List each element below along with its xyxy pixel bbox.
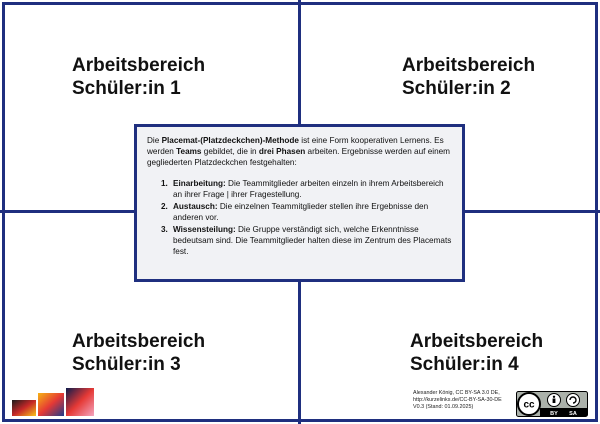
phase-item bbox=[161, 224, 452, 257]
intro-part: arbeiten. Ergebnisse werden auf einem gegliederten Platzdeckchen festgehalten: bbox=[147, 147, 450, 167]
cc-mark: cc bbox=[523, 399, 535, 411]
work-area-student: Schüler:in 2 bbox=[402, 78, 511, 99]
phase-number: 3. bbox=[161, 225, 168, 234]
phase-text: Die einzelnen Teammitglieder stellen ihre Ergebnisse den anderen vor. bbox=[173, 202, 429, 222]
method-description-box bbox=[134, 124, 465, 282]
credit-link[interactable]: http://kurzelinks.de/CC-BY-SA-30-DE bbox=[413, 397, 502, 403]
work-area-student: Schüler:in 4 bbox=[410, 354, 519, 375]
intro-bold-method: Placemat-(Platzdeckchen)-Methode bbox=[161, 136, 299, 145]
intro-bold-phases: drei Phasen bbox=[258, 147, 306, 156]
phase-text: Die Teammitglieder arbeiten einzeln in ihrem Arbeitsbereich an ihrer Frage | ihrer Fragestellung. bbox=[173, 179, 444, 199]
license-sa: SA bbox=[569, 411, 577, 417]
phase-text: Die Gruppe verständigt sich, welche Erkenntnisse bedeutsam sind. Die Teammitglieder halten diese im Zentrum des Placemats fest. bbox=[173, 225, 452, 256]
phase-title: Wissensteilung: bbox=[173, 225, 236, 234]
work-area-label: Arbeitsbereich bbox=[410, 331, 544, 352]
colorful-logo-icon bbox=[12, 388, 104, 416]
work-area-student-2 bbox=[402, 54, 535, 100]
work-area-label: Arbeitsbereich bbox=[72, 55, 206, 76]
work-area-student-3 bbox=[72, 330, 205, 376]
work-area-student-1 bbox=[72, 54, 205, 100]
phase-item bbox=[161, 178, 452, 200]
intro-part: ist eine Form kooperativen Lernens. Es werden bbox=[147, 136, 444, 156]
credit-version: V0.3 (Stand: 01.09.2025) bbox=[413, 404, 474, 410]
work-area-student: Schüler:in 3 bbox=[72, 354, 181, 375]
phase-item bbox=[161, 201, 452, 223]
phase-number: 1. bbox=[161, 179, 168, 188]
intro-bold-teams: Teams bbox=[176, 147, 202, 156]
cc-by-sa-license-icon bbox=[516, 391, 588, 417]
phase-number: 2. bbox=[161, 202, 168, 211]
work-area-student-4 bbox=[410, 330, 543, 376]
phase-list bbox=[147, 178, 452, 257]
intro-part: gebildet, die in bbox=[201, 147, 259, 156]
phase-title: Einarbeitung: bbox=[173, 179, 226, 188]
credit-author: Alexander König, CC BY-SA 3.0 DE, bbox=[413, 390, 500, 396]
intro-part: Die bbox=[147, 136, 162, 145]
phase-title: Austausch: bbox=[173, 202, 218, 211]
author-credit bbox=[413, 390, 502, 411]
work-area-label: Arbeitsbereich bbox=[402, 55, 536, 76]
work-area-student: Schüler:in 1 bbox=[72, 78, 181, 99]
license-by: BY bbox=[550, 411, 558, 417]
intro-text bbox=[147, 135, 452, 168]
work-area-label: Arbeitsbereich bbox=[72, 331, 206, 352]
